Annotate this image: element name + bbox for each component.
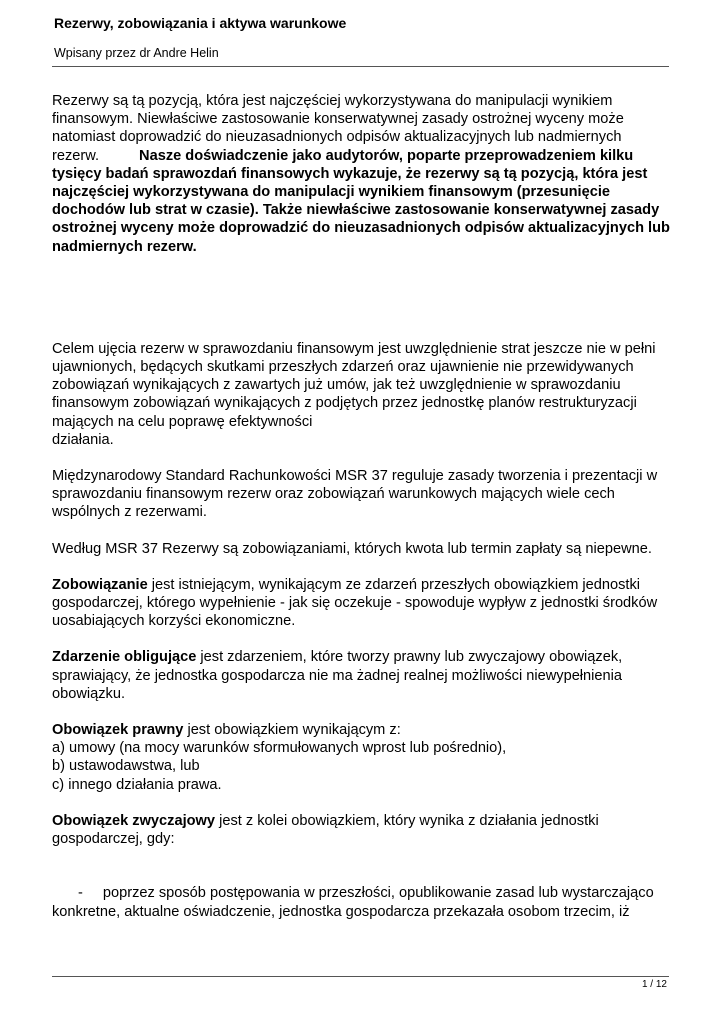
paragraph-legal-obligation [52, 721, 672, 794]
constructive-obligation-term: Obowiązek zwyczajowy [52, 812, 216, 829]
constructive-obligation-text: jest z kolei obowiązkiem, który wynika z działania jednostki gospodarczej, gdy: [52, 812, 599, 848]
paragraph-constructive-obligation [52, 812, 672, 848]
paragraph-purpose [52, 340, 672, 449]
intro-bold-text: Nasze doświadczenie jako audytorów, poparte przeprowadzeniem kilku tysięcy badań sprawozdań finansowych wykazuje, że rezerwy są tą pozycją, która jest najczęściej wykorzystywana do manipulacji wynikiem finansowym (przesunięcie dochodów lub strat w czasie). Także niewłaściwe zastosowanie konserwatywnej zasady ostrożnej wyceny może doprowadzić do nieuzasadnionych odpisów aktualizacyjnych lub nadmiernych rezerw. [52, 147, 670, 255]
document-header-author: Wpisany przez dr Andre Helin [54, 46, 219, 60]
paragraph-obligating-event [52, 648, 672, 703]
legal-obligation-item-a: a) umowy (na mocy warunków sformułowanych wprost lub pośrednio), [52, 740, 507, 757]
list-item-text: poprzez sposób postępowania w przeszłości, opublikowanie zasad lub wystarczająco konkretne, aktualne oświadczenie, jednostka gospodarcza przekazała osobom trzecim, iż [52, 885, 654, 920]
purpose-text: Celem ujęcia rezerw w sprawozdaniu finansowym jest uwzględnienie strat jeszcze nie w pełni ujawnionych, będących skutkami przeszłych zdarzeń oraz ujawnienie nie przewidywanych zobowiązań wynikających z zawartych już umów, jak też uwzględnienie w sprawozdaniu finansowym zobowiązań wynikających z podjętych przez jednostkę planów restrukturyzacji mających na celu poprawę efektywności [52, 340, 656, 430]
purpose-tail: działania. [52, 431, 114, 448]
footer-divider [52, 976, 669, 977]
paragraph-liability [52, 576, 672, 631]
document-body [52, 92, 672, 921]
obligating-event-text: jest zdarzeniem, które tworzy prawny lub zwyczajowy obowiązek, sprawiający, że jednostka gospodarcza nie ma żadnej realnej możliwości niewypełnienia obowiązku. [52, 649, 623, 702]
paragraph-intro [52, 92, 672, 256]
legal-obligation-text: jest obowiązkiem wynikającym z: [183, 722, 401, 739]
paragraph-msr37: Międzynarodowy Standard Rachunkowości MSR 37 reguluje zasady tworzenia i prezentacji w sprawozdaniu finansowym rezerw oraz zobowiązań warunkowych mających wiele cech wspólnych z rezerwami. [52, 468, 658, 521]
header-divider [52, 66, 669, 67]
legal-obligation-item-b: b) ustawodawstwa, lub [52, 758, 200, 775]
legal-obligation-item-c: c) innego działania prawa. [52, 776, 222, 793]
page-number: 1 / 12 [641, 979, 667, 990]
obligating-event-term: Zdarzenie obligujące [52, 649, 197, 666]
liability-text: jest istniejącym, wynikającym ze zdarzeń przeszłych obowiązkiem jednostki gospodarczej, którego wypełnienie - jak się oczekuje - spowoduje wypływ z jednostki środków uosabiających korzyści ekonomiczne. [52, 576, 658, 630]
legal-obligation-term: Obowiązek prawny [52, 722, 184, 739]
intro-text: Rezerwy są tą pozycją, która jest najczęściej wykorzystywana do manipulacji wynikiem finansowym. Niewłaściwe zastosowanie konserwatywnej zasady ostrożnej wyceny może natomiast doprowadzić do nieuzasadnionych odpisów aktualizacyjnych lub nadmiernych rezerw. [52, 93, 624, 164]
document-header-title: Rezerwy, zobowiązania i aktywa warunkowe [54, 15, 347, 31]
list-dash: - [78, 885, 83, 902]
paragraph-list-item [52, 884, 672, 920]
liability-term: Zobowiązanie [52, 576, 148, 593]
paragraph-definition: Według MSR 37 Rezerwy są zobowiązaniami, których kwota lub termin zapłaty są niepewne. [52, 540, 652, 557]
